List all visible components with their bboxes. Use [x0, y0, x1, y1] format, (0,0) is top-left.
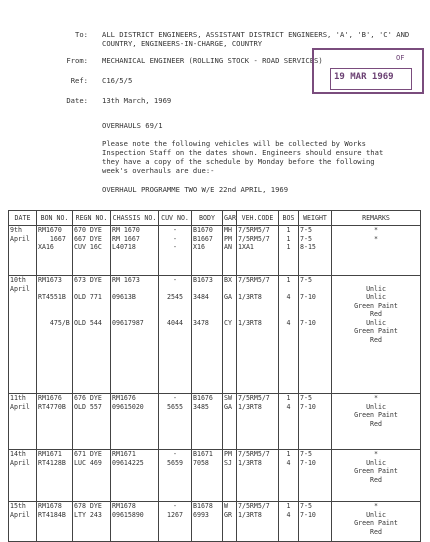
table-cell: 670 DYE 667 DYE CUV 16C	[73, 226, 111, 276]
table-cell: 10th April	[9, 276, 37, 394]
received-stamp	[312, 48, 424, 94]
table-cell: * Unlic Green Paint Red	[332, 450, 421, 502]
table-cell: RM1676 09615020	[111, 394, 159, 450]
table-cell: 673 DYE OLD 771 OLD 544	[73, 276, 111, 394]
table-row	[9, 502, 421, 542]
column-header: REMARKS	[332, 211, 421, 226]
from-label: From:	[66, 56, 88, 65]
to-recipients: ALL DISTRICT ENGINEERS, ASSISTANT DISTRICT ENGINEERS, 'A', 'B', 'C' AND COUNTRY, ENGINEERS-IN-CHARGE, COUNTRY	[102, 30, 410, 48]
column-header: VEH.CODE	[237, 211, 279, 226]
stamp-of-text: OF	[396, 54, 405, 62]
table-cell: * Unlic Green Paint Red	[332, 394, 421, 450]
table-cell: 11th April	[9, 394, 37, 450]
table-cell: 7-5 7-10	[299, 502, 332, 542]
date-label: Date:	[66, 96, 88, 105]
table-cell: 7/5RM5/7 7/5RM5/7 1XA1	[237, 226, 279, 276]
table-cell: - - -	[159, 226, 192, 276]
table-cell: B1671 7058	[192, 450, 223, 502]
table-cell: B1678 6993	[192, 502, 223, 542]
table-cell: 7-5 7-10	[299, 450, 332, 502]
to-label: To:	[75, 30, 88, 39]
table-cell: 14th April	[9, 450, 37, 502]
table-cell: 678 DYE LTY 243	[73, 502, 111, 542]
table-header-row	[9, 211, 421, 226]
programme-heading: OVERHAUL PROGRAMME TWO W/E 22nd APRIL, 1969	[102, 185, 289, 194]
table-cell: RM1673 RT4551B 475/B	[37, 276, 73, 394]
table-cell: - 2545 4044	[159, 276, 192, 394]
ref-label: Ref:	[70, 76, 88, 85]
column-header: CHASSIS NO.	[111, 211, 159, 226]
table-cell: SW GA	[223, 394, 237, 450]
table-cell: 1 4 4	[279, 276, 299, 394]
table-cell: * Unlic Green Paint Red	[332, 502, 421, 542]
overhaul-schedule-table	[8, 210, 421, 542]
table-cell: 7/5RM5/7 1/3RT8	[237, 394, 279, 450]
memo-date: 13th March, 1969	[102, 96, 172, 105]
table-cell: B1676 3485	[192, 394, 223, 450]
table-cell: 7-5 7-5 8-15	[299, 226, 332, 276]
table-cell: RM1670 1667 XA16	[37, 226, 73, 276]
table-cell: 7-5 7-10	[299, 394, 332, 450]
table-cell: 676 DYE OLD 557	[73, 394, 111, 450]
reference-number: C16/5/5	[102, 76, 133, 85]
table-cell: Unlic Unlic Green Paint Red Unlic Green Paint Red	[332, 276, 421, 394]
table-cell: RM1671 RT4128B	[37, 450, 73, 502]
table-row	[9, 276, 421, 394]
table-cell: RM1678 09615890	[111, 502, 159, 542]
table-cell: B1673 3484 3478	[192, 276, 223, 394]
column-header: CUV NO.	[159, 211, 192, 226]
table-cell: B1670 B1667 X16	[192, 226, 223, 276]
overhauls-heading: OVERHAULS 69/1	[102, 121, 163, 130]
table-cell: 671 DYE LUC 469	[73, 450, 111, 502]
instruction-paragraph: Please note the following vehicles will be collected by Works Inspection Staff on the dates shown. Engineers should ensure that they have a copy of the schedule by Monday before the following week's overhauls are due:-	[102, 139, 384, 175]
from-sender: MECHANICAL ENGINEER (ROLLING STOCK - ROAD SERVICES)	[102, 56, 323, 65]
table-cell: RM1678 RT4184B	[37, 502, 73, 542]
stamp-date: 19 MAR 1969	[334, 72, 394, 82]
table-cell: * *	[332, 226, 421, 276]
table-cell: - 5659	[159, 450, 192, 502]
column-header: GAR	[223, 211, 237, 226]
table-cell: RM 1673 09613B 09617987	[111, 276, 159, 394]
column-header: REGN NO.	[73, 211, 111, 226]
table-cell: - 1267	[159, 502, 192, 542]
table-cell: PM SJ	[223, 450, 237, 502]
table-cell: 7/5RM5/7 1/3RT8 1/3RT8	[237, 276, 279, 394]
table-cell: RM1671 09614225	[111, 450, 159, 502]
table-row	[9, 226, 421, 276]
table-cell: 9th April	[9, 226, 37, 276]
table-row	[9, 394, 421, 450]
column-header: WEIGHT	[299, 211, 332, 226]
table-cell: W GR	[223, 502, 237, 542]
table-cell: 7/5RM5/7 1/3RT8	[237, 450, 279, 502]
table-cell: - 5655	[159, 394, 192, 450]
column-header: BODY	[192, 211, 223, 226]
column-header: BON NO.	[37, 211, 73, 226]
column-header: DATE	[9, 211, 37, 226]
table-cell: 1 1 1	[279, 226, 299, 276]
table-cell: 7-5 7-10 7-10	[299, 276, 332, 394]
column-header: BOS	[279, 211, 299, 226]
table-cell: RM 1670 RM 1667 L40718	[111, 226, 159, 276]
table-row	[9, 450, 421, 502]
table-cell: BX GA CY	[223, 276, 237, 394]
table-cell: 15th April	[9, 502, 37, 542]
table-cell: 1 4	[279, 450, 299, 502]
table-cell: RM1676 RT4770B	[37, 394, 73, 450]
table-cell: 7/5RM5/7 1/3RT8	[237, 502, 279, 542]
table-cell: 1 4	[279, 502, 299, 542]
table-cell: MH PM AN	[223, 226, 237, 276]
table-cell: 1 4	[279, 394, 299, 450]
